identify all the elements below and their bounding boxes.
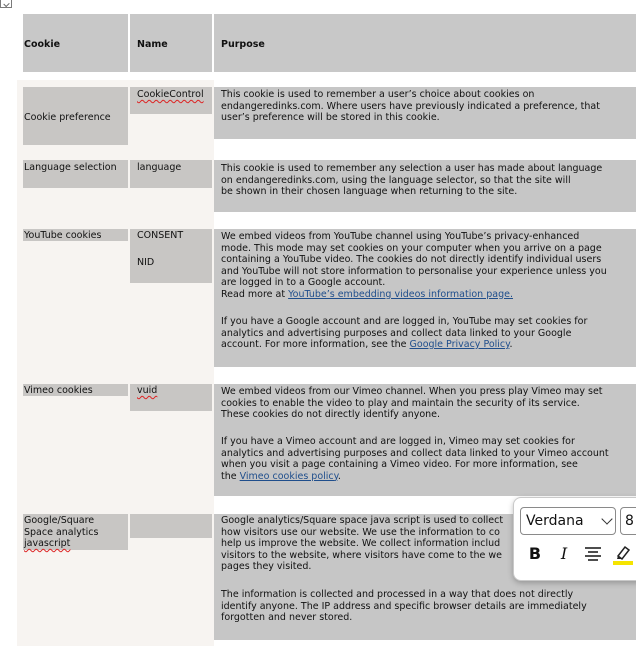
header-purpose-cell [214,14,636,72]
youtube-embedding-link[interactable]: YouTube’s embedding videos information page. [288,288,513,300]
highlighter-icon [612,543,634,565]
row5-purpose-line6: The information is collected and processed in a way that does not directly [221,589,574,600]
row3-name1: CONSENT [137,230,184,241]
row5-cookie-line1: Google/Square [24,515,95,526]
row4-the: the [221,470,240,482]
header-cookie-cell [23,14,128,72]
row3-purpose-line7: If you have a Google account and are logged in, YouTube may set cookies for [221,316,588,327]
row3-name2: NID [137,257,155,268]
row3-purpose-line4: and YouTube will not store information to personalise your experience unless you [221,265,607,277]
row5-purpose-line3: help us improve the website. We collect information includ [221,538,501,549]
font-family-value: Verdana [526,513,584,529]
chevron-down-icon [601,513,612,524]
row5-name-cell [130,514,212,538]
align-center-button[interactable] [582,543,604,565]
row2-purpose-line2: on endangeredinks.com, using the language selector, so that the site will [221,174,571,186]
italic-button[interactable] [553,543,575,565]
font-family-select[interactable] [520,507,616,535]
row4-name: vuid [137,385,158,396]
row3-period: . [509,339,513,350]
font-size-input[interactable] [620,507,636,535]
row5-cookie-line2: Space analytics [24,526,99,538]
row4-period: . [337,470,341,482]
row3-purpose-line8: analytics and advertising purposes and collect data linked to your Google [221,327,572,339]
row1-purpose-line3: user’s preference will be stored in this cookie. [221,112,440,123]
font-size-value: 8 [625,513,634,529]
row3-purpose-line9 [221,339,512,350]
row4-purpose-line5: analytics and advertising purposes and collect data linked to your Vimeo account [221,447,609,459]
row1-purpose-line2: endangeredinks.com. Where users have previously indicated a preference, that [221,100,600,112]
header-purpose: Purpose [221,39,265,50]
row1-name: CookieControl [137,89,204,100]
row3-read-more: Read more at [221,288,289,300]
row3-purpose-line5: are logged in to a Google account. [221,277,386,288]
row3-purpose-line6 [221,289,513,300]
header-name: Name [137,39,168,50]
row4-purpose-line4: If you have a Vimeo account and are logged in, Vimeo may set cookies for [221,436,575,447]
row3-cookie: YouTube cookies [24,230,102,241]
floating-format-toolbar [513,497,636,581]
vimeo-cookies-policy-link[interactable]: Vimeo cookies policy [239,470,338,482]
header-cookie: Cookie [24,39,61,50]
row3-purpose-line1: We embed videos from YouTube channel using YouTube’s privacy-enhanced [221,231,580,242]
row4-purpose-line2: cookies to enable the video to play and maintain the security of its service. [221,397,580,409]
row1-cookie: Cookie preference [24,112,111,123]
bold-label: B [528,544,542,563]
table-move-handle-icon[interactable] [0,0,12,8]
row2-purpose-line1: This cookie is used to remember any selection a user has made about language [221,163,603,174]
row3-purpose-line3: containing a YouTube video. The cookies do not directly identify individual users [221,254,602,265]
row5-purpose-line2: how visitors use our website. We use the information to co [221,526,500,538]
row2-name: language [137,162,182,173]
row4-cookie: Vimeo cookies [24,385,93,396]
bold-button[interactable] [524,543,546,565]
row5-purpose-line7: identify anyone. The IP address and specific browser details are immediately [221,600,587,612]
row3-purpose-line2: mode. This mode may set cookies on your computer when you arrive on a page [221,242,602,254]
row2-cookie: Language selection [24,162,117,173]
row4-purpose-line7 [221,471,341,482]
align-center-icon [584,546,602,562]
row1-purpose-line1: This cookie is used to remember a user’s choice about cookies on [221,89,535,100]
row5-purpose-line1: Google analytics/Square space java script is used to collect [221,515,504,526]
header-name-cell [130,14,212,72]
row4-purpose-line1: We embed videos from our Vimeo channel. When you press play Vimeo may set [221,386,603,397]
row2-purpose-line3: be shown in their chosen language when returning to the site. [221,186,518,197]
google-privacy-policy-link[interactable]: Google Privacy Policy [409,339,510,350]
row4-purpose-line3: These cookies do not directly identify anyone. [221,409,441,420]
row5-cookie-line3: javascript [24,538,71,549]
italic-label: I [560,544,568,563]
row3-more-info: account. For more information, see the [221,339,410,350]
row5-purpose-line8: forgotten and never stored. [221,612,353,623]
row5-purpose-line5: pages they visited. [221,561,312,572]
highlight-button[interactable] [612,543,634,565]
row5-purpose-line4: visitors to the website, where visitors have come to the we [221,549,502,561]
row4-purpose-line6: when you visit a page containing a Vimeo video. For more information, see [221,459,578,470]
